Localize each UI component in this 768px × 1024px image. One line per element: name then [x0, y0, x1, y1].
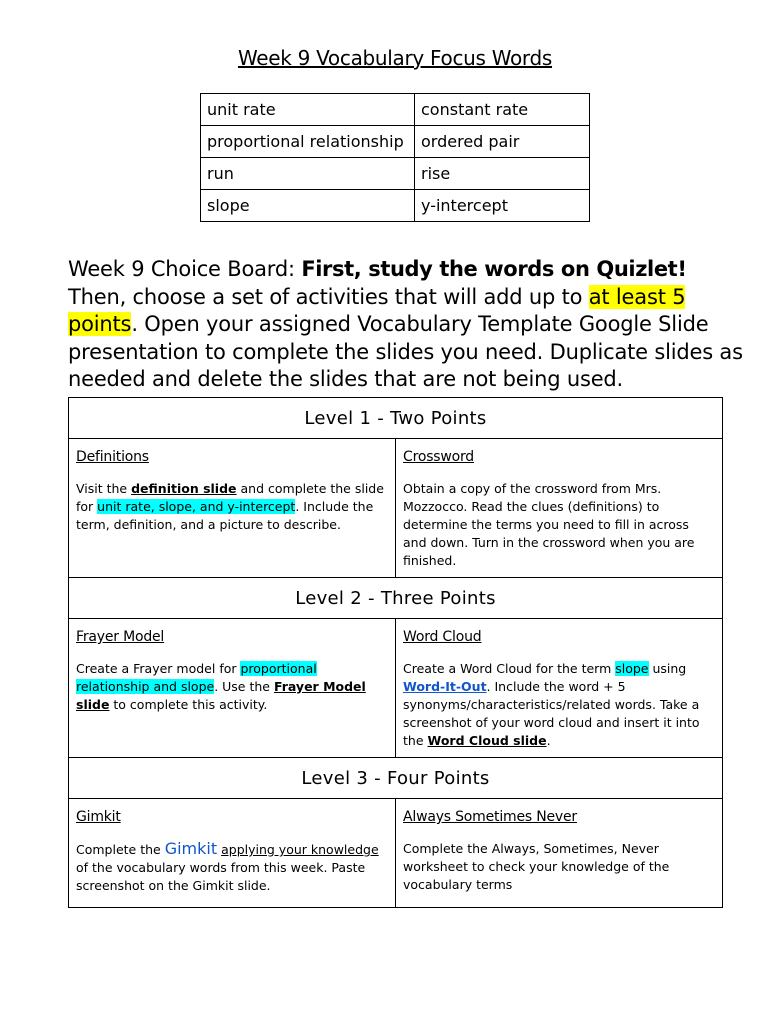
vocab-cell: y-intercept	[415, 190, 590, 222]
underlined-text: applying your knowledge	[221, 842, 379, 857]
vocab-cell: proportional relationship	[201, 126, 415, 158]
word-cloud-cell	[396, 619, 723, 758]
table-row	[69, 799, 723, 908]
table-row	[201, 94, 590, 126]
activity-text: Obtain a copy of the crossword from Mrs. Mozzocco. Read the clues (definitions) to determine the terms you need to fill in across and down. Turn in the crossword when you are finished.	[403, 481, 695, 568]
gimkit-cell	[69, 799, 396, 908]
word-it-out-link[interactable]: Word-It-Out	[403, 679, 487, 694]
table-row	[201, 158, 590, 190]
term-highlight: slope	[615, 661, 649, 676]
definitions-cell	[69, 439, 396, 578]
vocab-cell: unit rate	[201, 94, 415, 126]
choice-board-instructions	[68, 256, 748, 394]
gimkit-link[interactable]: Gimkit	[164, 839, 218, 858]
activity-text: Create a Frayer model for proportional relationship and slope. Use the Frayer Model slide to complete this activity.	[76, 661, 366, 712]
frayer-model-slide-link[interactable]: Frayer Model slide	[76, 679, 366, 712]
table-row	[201, 190, 590, 222]
activity-title: Definitions	[76, 449, 149, 465]
table-row	[69, 578, 723, 619]
frayer-model-cell	[69, 619, 396, 758]
crossword-cell	[396, 439, 723, 578]
activity-title: Crossword	[403, 449, 474, 465]
table-row	[69, 619, 723, 758]
intro-bold-text: First, study the words on Quizlet!	[301, 257, 687, 281]
intro-highlight: at least 5 points	[68, 284, 686, 336]
table-row	[69, 398, 723, 439]
vocab-cell: constant rate	[415, 94, 590, 126]
intro-text: Then, choose a set of activities that will add up to	[68, 284, 589, 309]
always-sometimes-never-cell	[396, 799, 723, 908]
definition-slide-link[interactable]: definition slide	[131, 481, 237, 496]
vocabulary-table	[200, 93, 590, 222]
intro-text: . Open your assigned Vocabulary Template Google Slide presentation to complete the slides you need. Duplicate slides as needed and delete the slides that are not being used.	[68, 312, 743, 391]
table-row	[69, 758, 723, 799]
vocab-cell: ordered pair	[415, 126, 590, 158]
word-cloud-slide-link[interactable]: Word Cloud slide	[427, 733, 547, 748]
page-title: Week 9 Vocabulary Focus Words	[237, 46, 553, 70]
intro-text: Week 9 Choice Board:	[68, 257, 302, 281]
level-1-header: Level 1 - Two Points	[69, 398, 723, 439]
level-3-header: Level 3 - Four Points	[69, 758, 723, 799]
activity-title: Word Cloud	[403, 629, 482, 645]
level-2-header: Level 2 - Three Points	[69, 578, 723, 619]
activity-text: Complete the Always, Sometimes, Never worksheet to check your knowledge of the vocabulary terms	[403, 841, 670, 892]
activity-text: Complete the Gimkit applying your knowledge of the vocabulary words from this week. Paste screenshot on the Gimkit slide.	[76, 839, 379, 893]
vocab-cell: slope	[201, 190, 415, 222]
table-row	[201, 126, 590, 158]
activity-title: Gimkit	[76, 809, 121, 825]
activity-text: Visit the definition slide and complete the slide for unit rate, slope, and y-intercept. Include the term, definition, and a picture to describe.	[76, 481, 384, 532]
activity-title: Always Sometimes Never	[403, 809, 577, 825]
table-row	[69, 439, 723, 578]
choice-board-table	[68, 397, 723, 908]
activity-text: Create a Word Cloud for the term slope using Word-It-Out. Include the word + 5 synonyms/characteristics/related words. Take a screenshot of your word cloud and insert it into the Word Cloud slide.	[403, 661, 700, 748]
term-highlight: unit rate, slope, and y-intercept	[97, 499, 296, 514]
activity-title: Frayer Model	[76, 629, 165, 645]
vocab-cell: rise	[415, 158, 590, 190]
vocab-cell: run	[201, 158, 415, 190]
term-highlight: proportional relationship and slope	[76, 661, 317, 694]
